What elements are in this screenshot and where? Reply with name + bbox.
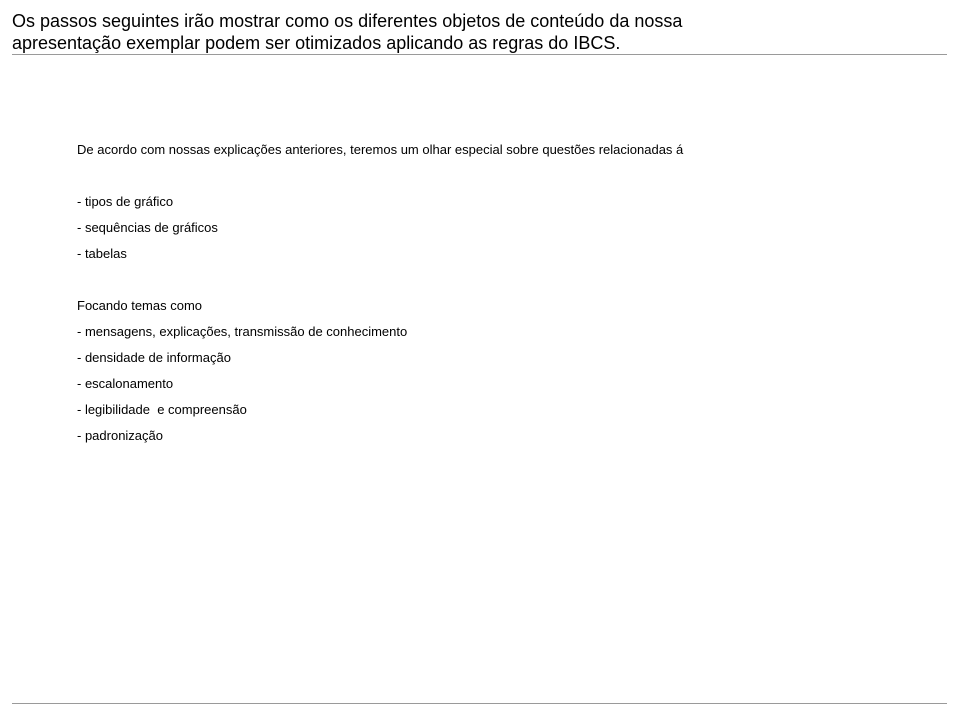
footer-divider: [12, 703, 947, 704]
list-item-tables: - tabelas: [77, 246, 127, 261]
title-divider: [12, 54, 947, 55]
intro-text: De acordo com nossas explicações anteriores, teremos um olhar especial sobre questões relacionadas á: [77, 142, 684, 157]
list-item-standardization: - padronização: [77, 428, 163, 443]
list-item-chart-types: - tipos de gráfico: [77, 194, 174, 209]
focus-heading: Focando temas como: [77, 298, 203, 313]
list-item-scaling: - escalonamento: [77, 376, 174, 391]
slide-title-line-1: Os passos seguintes irão mostrar como os diferentes objetos de conteúdo da nossa: [12, 11, 683, 31]
slide-title: [12, 10, 942, 54]
list-item-chart-sequences: - sequências de gráficos: [77, 220, 218, 235]
list-item-messages: - mensagens, explicações, transmissão de conhecimento: [77, 324, 408, 339]
slide-body: [77, 142, 877, 454]
list-item-legibility: - legibilidade e compreensão: [77, 402, 247, 417]
list-item-information-density: - densidade de informação: [77, 350, 231, 365]
slide-title-line-2: apresentação exemplar podem ser otimizados aplicando as regras do IBCS.: [12, 33, 621, 53]
